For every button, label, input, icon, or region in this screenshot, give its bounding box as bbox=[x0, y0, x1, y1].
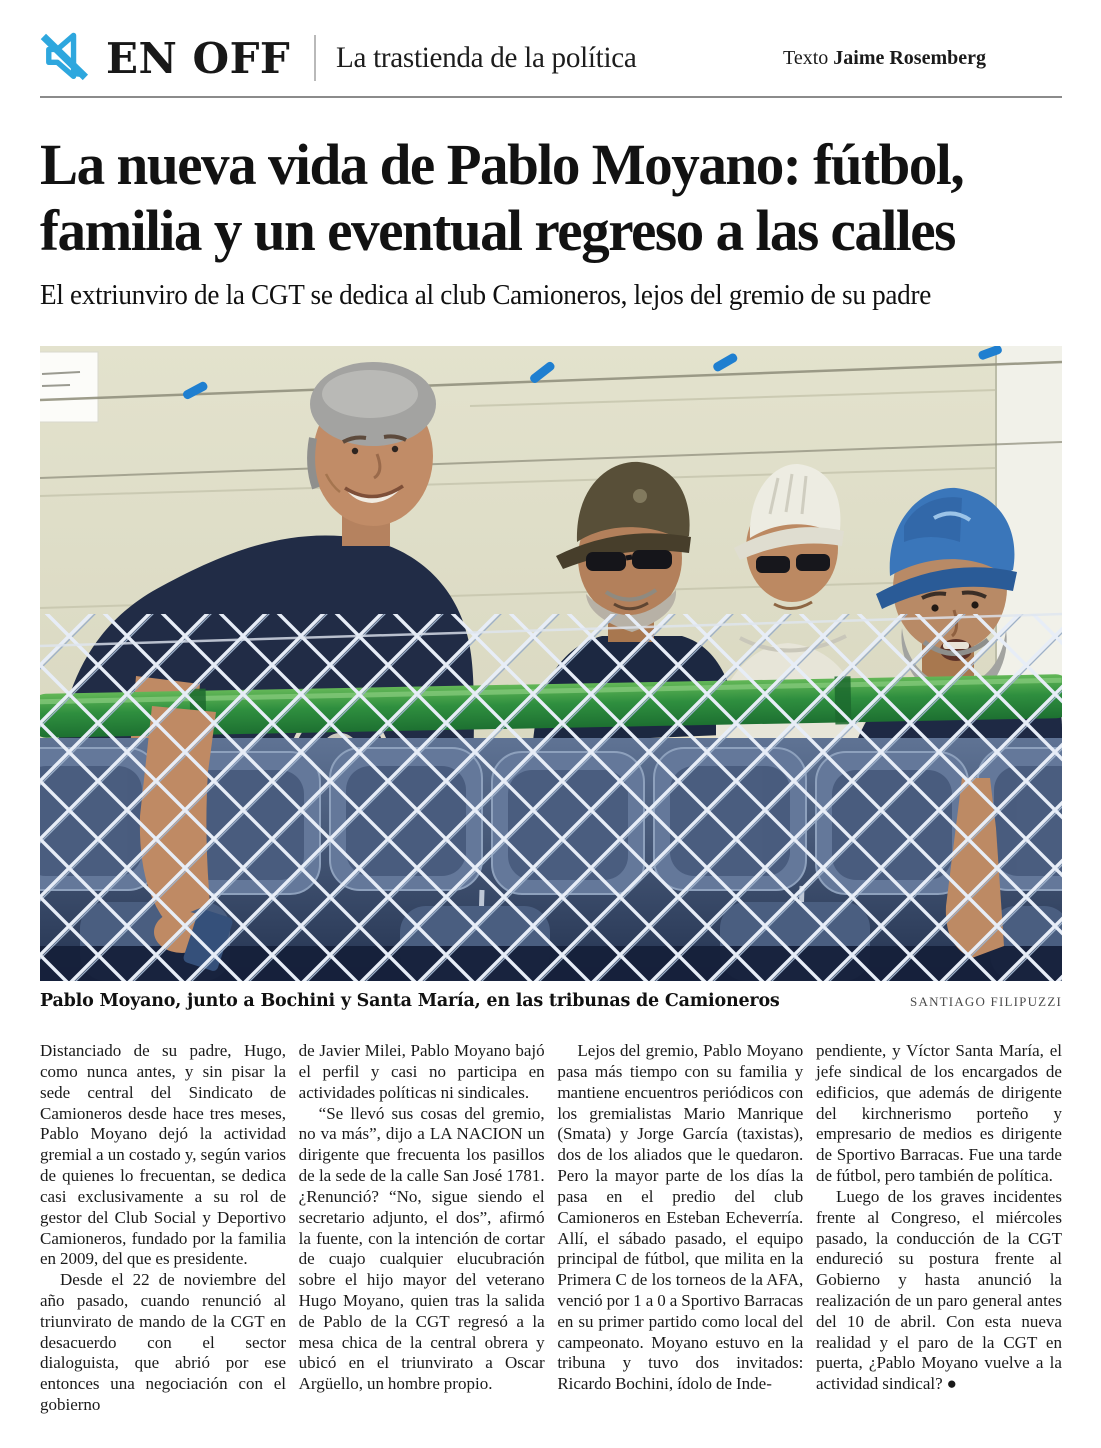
byline-author: Jaime Rosemberg bbox=[833, 46, 986, 69]
paragraph: pendiente, y Víctor Santa María, el jefe sindical de los encargados de edificios, que además de dirigente del kirchnerismo porteño y empresario de medios es dirigente de Sportivo Barracas. Fue una tarde de fútbol, pero también de política. bbox=[815, 1041, 1062, 1186]
headline-line-1: La nueva vida de Pablo Moyano: fútbol, bbox=[40, 132, 964, 197]
subheadline: El extriunviro de la CGT se dedica al club Camioneros, lejos del gremio de su padre bbox=[40, 280, 931, 312]
column-2 bbox=[299, 1041, 545, 1416]
column-4 bbox=[816, 1041, 1062, 1416]
photo-caption: Pablo Moyano, junto a Bochini y Santa María, en las tribunas de Camioneros bbox=[40, 991, 780, 1012]
section-masthead bbox=[40, 26, 1062, 90]
column-3 bbox=[557, 1041, 803, 1416]
column-1 bbox=[40, 1041, 286, 1416]
paragraph: Distanciado de su padre, Hugo, como nunca antes, y sin pisar la sede central del Sindicato de Camioneros desde hace tres meses, Pablo Moyano dejó la actividad gremial a un costado y, según varios de quienes lo frecuentan, se dedica casi exclusivamente a su rol de gestor del Club Social y Deportivo Camioneros, fundado por la familia en 2009, del que es presidente. bbox=[40, 1041, 286, 1269]
paragraph: “Se llevó sus cosas del gremio, no va más”, dijo a LA NACION un dirigente que frecuenta los pasillos de la sede de la calle San José 1781. ¿Renunció? “No, sigue siendo el secretario adjunto, el dos”, afirmó la fuente, con la intención de cortar de cuajo cualquier elucubración sobre el hijo mayor del veterano Hugo Moyano, quien tras la salida de Pablo de la CGT regresó a la mesa chica de la central obrera y ubicó en el triunvirato a Oscar Argüello, un hombre propio. bbox=[298, 1103, 545, 1394]
article-photo bbox=[40, 346, 1062, 981]
headline-line-2: familia y un eventual regreso a las calles bbox=[40, 198, 955, 264]
byline-prefix: Texto bbox=[783, 46, 829, 69]
section-tagline: La trastienda de la política bbox=[336, 41, 637, 74]
masthead-divider bbox=[314, 35, 316, 81]
paragraph: de Javier Milei, Pablo Moyano bajó el perfil y casi no participa en actividades políticas ni sindicales. bbox=[298, 1041, 545, 1102]
paragraph: Luego de los graves incidentes frente al Congreso, el miércoles pasado, la conducción de la CGT endureció su postura frente al Gobierno y hasta anunció la realización de un paro general antes del 10 de abril. Con esta nueva realidad y el paro de la CGT en puerta, ¿Pablo Moyano vuelve a la actividad sindical? ● bbox=[815, 1186, 1062, 1394]
paragraph: Lejos del gremio, Pablo Moyano pasa más tiempo con su familia y mantiene encuentros periódicos con los gremialistas Mario Manrique (Smata) y Jorge García (taxistas), dos de los aliados que le quedaron. Pero la mayor parte de los días la pasa en el predio del club Camioneros en Esteban Echeverría. Allí, el sábado pasado, el equipo principal de fútbol, que milita en la Primera C de los torneos de la AFA, venció por 1 a 0 a Sportivo Barracas en su primer partido como local del campeonato. Moyano estuvo en la tribuna y tuvo dos invitados: Ricardo Bochini, ídolo de Inde- bbox=[557, 1041, 804, 1394]
headline bbox=[40, 132, 1062, 264]
byline bbox=[783, 47, 1062, 70]
section-brand: EN OFF bbox=[106, 34, 291, 83]
photo-credit: SANTIAGO FILIPUZZI bbox=[910, 994, 1062, 1010]
caption-row bbox=[40, 991, 1062, 1011]
article-body bbox=[40, 1041, 1062, 1416]
muted-speaker-icon bbox=[40, 30, 92, 86]
header-rule bbox=[40, 96, 1062, 98]
paragraph: Desde el 22 de noviembre del año pasado, cuando renunció al triunvirato de mando de la CGT en desacuerdo con el sector dialoguista, que abrió por ese entonces una negociación con el gobierno bbox=[40, 1270, 286, 1415]
